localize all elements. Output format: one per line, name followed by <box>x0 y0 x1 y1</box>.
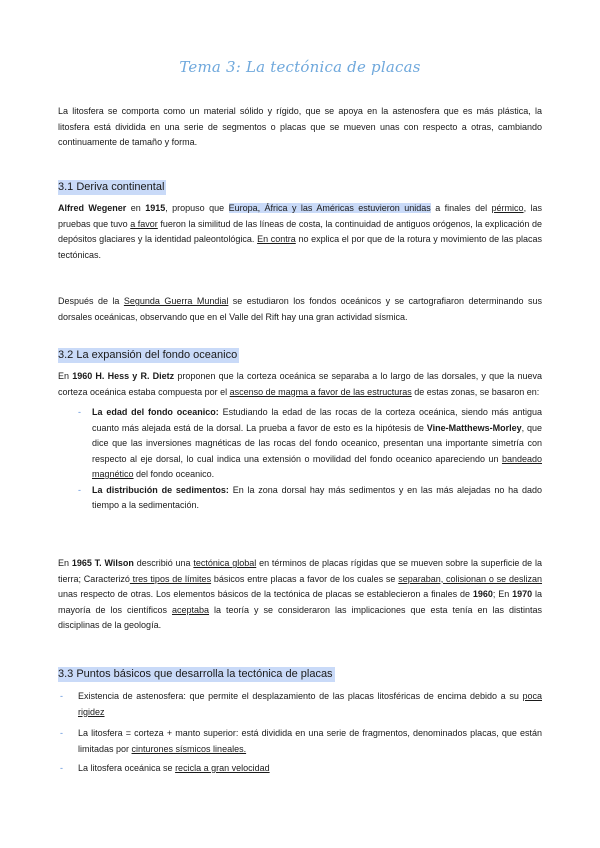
intro-paragraph: La litosfera se comporta como un material sólido y rígido, que se apoya en la astenosfera que es más plástica, la litosfera está dividida en una serie de segmentos o placas que se mueven unas con respecto a otras, cambiando continuamente de tamaño y forma. <box>58 106 542 147</box>
postwar-paragraph <box>58 294 542 325</box>
list-item <box>58 726 542 757</box>
text: ; En <box>492 589 513 599</box>
wilson-paragraph <box>58 556 542 634</box>
text: unas respecto de otras. Los elementos básicos de la tectónica de placas se establecieron a finales de <box>58 589 473 599</box>
bold-text: Vine-Matthews-Morley <box>426 422 522 433</box>
text: describió una <box>133 558 194 568</box>
bold-text: 1970 <box>512 589 533 599</box>
underlined-text: aceptaba <box>171 604 210 615</box>
underlined-text: En contra <box>257 234 296 244</box>
text: en <box>126 203 146 213</box>
list-item <box>58 689 542 720</box>
page-title: Tema 3: La tectónica de placas <box>179 58 421 76</box>
text: Existencia de astenosfera: que permite el desplazamiento de las placas litosféricas de encima debido a su <box>78 691 523 701</box>
evidence-list <box>58 405 542 514</box>
list-item <box>58 405 542 483</box>
text: en términos de placas rígidas que se mueven sobre la superficie de la tierra; Caracterizó <box>58 558 542 584</box>
text: Estudiando la edad de las rocas de la corteza oceánica, siendo más antigua cuanto más alejada está de la dorsal. La prueba a favor de esto es la hipótesis de <box>92 407 543 433</box>
text: no explica el por que de la rotura y movimiento de las placas tectónicas. <box>58 234 542 260</box>
bold-text: 1965 T. Wilson <box>71 558 134 568</box>
text: , propuso que <box>165 203 229 213</box>
underlined-text: separaban, colisionan o se deslizan <box>398 573 543 584</box>
underlined-text: poca rigidez <box>78 691 542 717</box>
text: del fondo oceanico. <box>133 469 215 479</box>
text: a finales del <box>430 203 492 213</box>
section-heading-3-3 <box>58 667 542 683</box>
text: En <box>58 558 72 568</box>
dash-bullet: - <box>78 484 81 495</box>
text: se estudiaron los fondos oceánicos y se cartografiaron determinando sus dorsales oceánicas, observando que en el Valle del Rift hay una gran actividad sísmica. <box>58 296 542 322</box>
dash-bullet: - <box>60 691 63 701</box>
bold-text: 1915 <box>145 203 166 213</box>
wegener-paragraph <box>58 201 542 263</box>
text: La litosfera = corteza + manto superior: está dividida en una serie de fragmentos, denominados placas, que están limitadas por <box>78 728 542 754</box>
section-title: 3.3 Puntos básicos que desarrolla la tectónica de placas <box>58 668 333 680</box>
underlined-text: pérmico <box>491 203 524 213</box>
text: básicos entre placas a favor de los cuales se <box>211 573 399 584</box>
underlined-text: recicla a gran velocidad <box>175 763 270 773</box>
dash-bullet: - <box>78 407 81 417</box>
text: Después de la <box>58 296 124 306</box>
text: , que dice que las inversiones magnéticas de las rocas del fondo oceanico, presentan una importante simetría con respecto al eje dorsal, lo cual indica una extensión o movilidad del fondo oceanico apareciendo un <box>92 422 542 464</box>
text: de estas zonas, se basaron en: <box>411 386 540 397</box>
highlight-text: Europa, África y las Américas estuvieron unidas <box>228 203 431 213</box>
section-title: 3.2 La expansión del fondo oceanico <box>58 349 238 361</box>
underlined-text: a favor <box>130 218 158 229</box>
text: En <box>58 371 73 381</box>
list-item <box>58 761 542 777</box>
underlined-text: bandeado magnético <box>92 453 542 479</box>
dash-bullet: - <box>60 728 63 738</box>
underlined-text: tectónica global <box>193 558 257 568</box>
bold-text: Alfred Wegener <box>58 203 127 213</box>
basic-points-list <box>58 689 542 777</box>
text: la teoría y se consideraron las implicaciones que esta tenía en las distintas disciplinas de la geología. <box>58 604 542 630</box>
text: fueron la similitud de las líneas de costa, la continuidad de antiguos orógenos, la explicación de depósitos glaciares y la identidad paleontológica. <box>58 218 542 244</box>
section-heading-3-2 <box>58 348 542 364</box>
bold-text: 1960 <box>472 589 493 599</box>
underlined-text: ascenso de magma a favor de las estructuras <box>229 386 412 397</box>
text: proponen que la corteza oceánica se separaba a lo largo de las dorsales, y que la nueva corteza oceánica estaba compuesta por el <box>58 371 542 397</box>
underlined-text: Segunda Guerra Mundial <box>123 296 229 306</box>
bold-text: La edad del fondo oceanico: <box>92 407 219 417</box>
underlined-text: tres tipos de límites <box>129 573 212 584</box>
text: La litosfera oceánica se <box>78 763 176 773</box>
list-item <box>58 483 542 514</box>
section-heading-3-1 <box>58 180 542 196</box>
underlined-text: cinturones sísmicos lineales. <box>131 743 247 754</box>
dash-bullet: - <box>60 763 63 773</box>
text: la mayoría de los científicos <box>58 589 543 615</box>
bold-text: 1960 H. Hess y R. Dietz <box>72 371 175 381</box>
hess-dietz-paragraph <box>58 369 542 400</box>
text: , las pruebas que tuvo <box>58 203 543 229</box>
bold-text: La distribución de sedimentos: <box>92 484 229 495</box>
text: En la zona dorsal hay más sedimentos y en las más alejadas no ha dado tiempo a la sedimentación. <box>92 484 542 510</box>
section-title: 3.1 Deriva continental <box>58 181 165 193</box>
